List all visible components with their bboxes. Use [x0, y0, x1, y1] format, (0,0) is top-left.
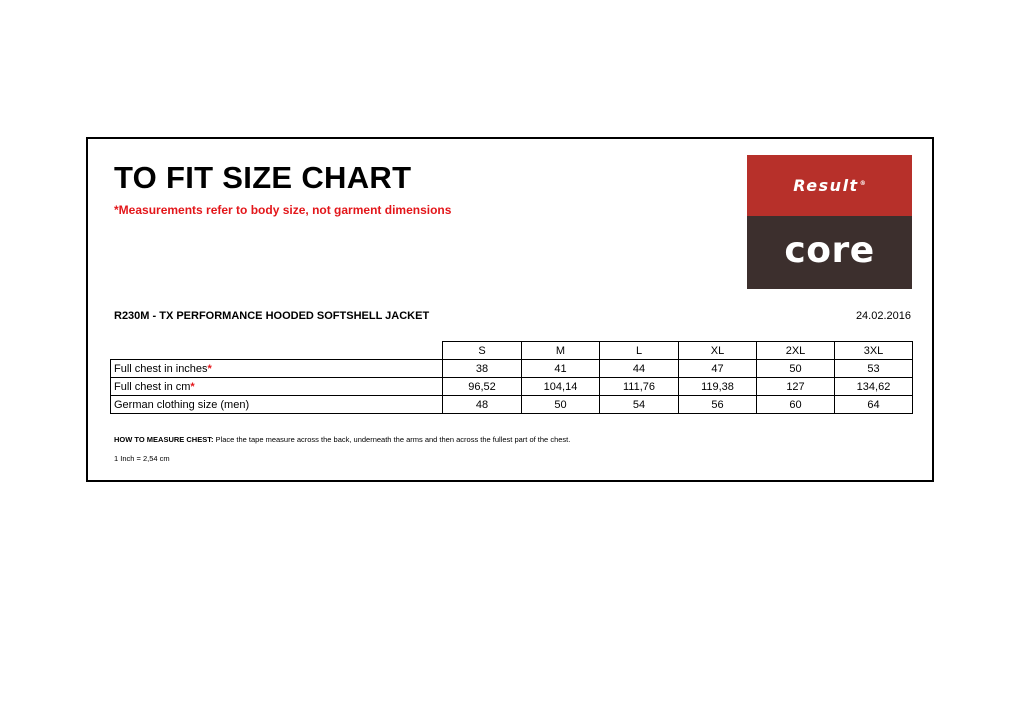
- size-header-m: M: [522, 342, 600, 360]
- table-cell: 50: [522, 396, 600, 414]
- measuring-instructions: [114, 435, 570, 444]
- document-date: 24.02.2016: [855, 310, 911, 322]
- size-header-3xl: 3XL: [835, 342, 913, 360]
- table-cell: 64: [835, 396, 913, 414]
- howto-text: Place the tape measure across the back, underneath the arms and then across the fullest part of the chest.: [213, 435, 571, 444]
- table-cell: 50: [757, 360, 835, 378]
- howto-label: HOW TO MEASURE CHEST:: [114, 435, 214, 444]
- table-row: [111, 360, 913, 378]
- table-cell: 56: [679, 396, 757, 414]
- table-cell: 48: [443, 396, 522, 414]
- product-name: R230M - TX PERFORMANCE HOODED SOFTSHELL JACKET: [114, 310, 430, 322]
- logo-core-text: core: [784, 229, 875, 271]
- size-header-row: [111, 342, 913, 360]
- table-cell: 38: [443, 360, 522, 378]
- table-cell: 104,14: [522, 378, 600, 396]
- table-cell: 44: [600, 360, 679, 378]
- size-header-l: L: [600, 342, 679, 360]
- page-title: TO FIT SIZE CHART: [114, 160, 412, 195]
- table-corner: [111, 342, 443, 360]
- logo-result-panel: [747, 155, 912, 216]
- row-label: Full chest in inches*: [111, 360, 443, 378]
- size-table: [110, 341, 913, 414]
- brand-logo: [747, 155, 912, 289]
- table-cell: 41: [522, 360, 600, 378]
- row-label: German clothing size (men): [111, 396, 443, 414]
- logo-result-text: Result®: [793, 176, 866, 195]
- table-cell: 119,38: [679, 378, 757, 396]
- table-cell: 54: [600, 396, 679, 414]
- required-marker: *: [190, 380, 195, 393]
- measurement-disclaimer: *Measurements refer to body size, not garment dimensions: [114, 203, 452, 217]
- unit-conversion-note: 1 Inch = 2,54 cm: [114, 454, 170, 463]
- size-header-xl: XL: [679, 342, 757, 360]
- table-cell: 127: [757, 378, 835, 396]
- table-row: [111, 396, 913, 414]
- table-cell: 96,52: [443, 378, 522, 396]
- size-header-2xl: 2XL: [757, 342, 835, 360]
- table-cell: 134,62: [835, 378, 913, 396]
- table-cell: 53: [835, 360, 913, 378]
- table-cell: 111,76: [600, 378, 679, 396]
- table-row: [111, 378, 913, 396]
- table-cell: 47: [679, 360, 757, 378]
- logo-core-panel: [747, 216, 912, 289]
- size-header-s: S: [443, 342, 522, 360]
- row-label: Full chest in cm*: [111, 378, 443, 396]
- table-cell: 60: [757, 396, 835, 414]
- required-marker: *: [207, 362, 212, 375]
